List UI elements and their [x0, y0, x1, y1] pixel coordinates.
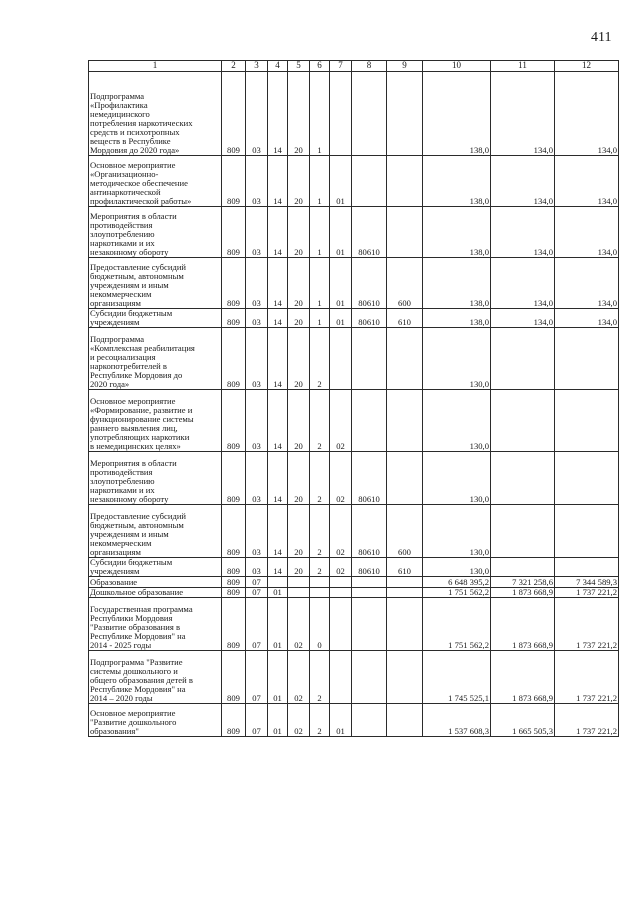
- subsection-cell: 14: [268, 558, 288, 577]
- grbs-cell: 809: [222, 598, 246, 651]
- expense-type-cell: [387, 72, 423, 156]
- name-cell: Образование: [89, 577, 222, 588]
- subprogram-cell: 2: [310, 704, 330, 737]
- grbs-cell: 809: [222, 156, 246, 207]
- amount-2021-cell: [555, 505, 619, 558]
- amount-2021-cell: [555, 558, 619, 577]
- amount-2021-cell: [555, 390, 619, 452]
- table-row: [89, 390, 619, 452]
- grbs-cell: 809: [222, 309, 246, 328]
- direction-cell: [352, 651, 387, 704]
- section-cell: 03: [246, 156, 268, 207]
- table-row: [89, 156, 619, 207]
- table-row: [89, 328, 619, 390]
- name-cell: Подпрограмма «Профилактика немедицинского потребления наркотических средств и психотропных веществ в Республике Мордовия до 2020 года»: [89, 72, 222, 156]
- column-header: 8: [352, 61, 387, 72]
- table-row: [89, 72, 619, 156]
- expense-type-cell: 600: [387, 258, 423, 309]
- table-row: [89, 598, 619, 651]
- subprogram-cell: [310, 588, 330, 598]
- table-row: [89, 452, 619, 505]
- grbs-cell: 809: [222, 704, 246, 737]
- amount-2021-cell: 1 737 221,2: [555, 588, 619, 598]
- section-cell: 07: [246, 577, 268, 588]
- section-cell: 07: [246, 598, 268, 651]
- name-cell: Основное мероприятие «Организационно- методическое обеспечение антинаркотической профилактической работы»: [89, 156, 222, 207]
- direction-cell: 80610: [352, 452, 387, 505]
- subsection-cell: 14: [268, 156, 288, 207]
- activity-cell: 01: [330, 704, 352, 737]
- subsection-cell: 14: [268, 207, 288, 258]
- activity-cell: 02: [330, 558, 352, 577]
- activity-cell: 02: [330, 390, 352, 452]
- program-cell: 20: [288, 72, 310, 156]
- expense-type-cell: 610: [387, 558, 423, 577]
- table-row: [89, 207, 619, 258]
- column-header: 7: [330, 61, 352, 72]
- amount-2020-cell: 1 873 668,9: [491, 598, 555, 651]
- activity-cell: [330, 72, 352, 156]
- amount-2021-cell: 1 737 221,2: [555, 598, 619, 651]
- expense-type-cell: [387, 452, 423, 505]
- amount-2020-cell: 1 665 505,3: [491, 704, 555, 737]
- name-cell: Мероприятия в области противодействия злоупотреблению наркотиками и их незаконному обороту: [89, 452, 222, 505]
- column-header: 10: [423, 61, 491, 72]
- amount-2020-cell: [491, 452, 555, 505]
- grbs-cell: 809: [222, 72, 246, 156]
- direction-cell: 80610: [352, 505, 387, 558]
- amount-2021-cell: [555, 328, 619, 390]
- section-cell: 03: [246, 558, 268, 577]
- section-cell: 03: [246, 452, 268, 505]
- program-cell: 20: [288, 328, 310, 390]
- expense-type-cell: [387, 598, 423, 651]
- name-cell: Предоставление субсидий бюджетным, автономным учреждениям и иным некоммерческим организациям: [89, 505, 222, 558]
- amount-2020-cell: 7 321 258,6: [491, 577, 555, 588]
- program-cell: [288, 588, 310, 598]
- column-header: 11: [491, 61, 555, 72]
- activity-cell: [330, 328, 352, 390]
- program-cell: 20: [288, 505, 310, 558]
- column-header: 9: [387, 61, 423, 72]
- subsection-cell: 14: [268, 390, 288, 452]
- subsection-cell: 14: [268, 505, 288, 558]
- name-cell: Основное мероприятие "Развитие дошкольного образования": [89, 704, 222, 737]
- amount-2020-cell: 134,0: [491, 156, 555, 207]
- table-row: [89, 505, 619, 558]
- direction-cell: [352, 72, 387, 156]
- expense-type-cell: 610: [387, 309, 423, 328]
- expense-type-cell: 600: [387, 505, 423, 558]
- subprogram-cell: 2: [310, 651, 330, 704]
- name-cell: Государственная программа Республики Мордовия "Развитие образования в Республике Мордовия" на 2014 - 2025 годы: [89, 598, 222, 651]
- program-cell: 20: [288, 452, 310, 505]
- amount-2021-cell: 1 737 221,2: [555, 704, 619, 737]
- amount-2019-cell: 130,0: [423, 452, 491, 505]
- program-cell: 20: [288, 207, 310, 258]
- amount-2020-cell: 1 873 668,9: [491, 651, 555, 704]
- direction-cell: [352, 390, 387, 452]
- subprogram-cell: 2: [310, 328, 330, 390]
- amount-2021-cell: 1 737 221,2: [555, 651, 619, 704]
- table-row: [89, 651, 619, 704]
- amount-2019-cell: 130,0: [423, 505, 491, 558]
- subsection-cell: 14: [268, 258, 288, 309]
- column-header: 6: [310, 61, 330, 72]
- subprogram-cell: 1: [310, 258, 330, 309]
- subprogram-cell: 2: [310, 452, 330, 505]
- activity-cell: 01: [330, 156, 352, 207]
- table-row: [89, 704, 619, 737]
- name-cell: Мероприятия в области противодействия злоупотреблению наркотиками и их незаконному обороту: [89, 207, 222, 258]
- subprogram-cell: [310, 577, 330, 588]
- subprogram-cell: 0: [310, 598, 330, 651]
- table-row: [89, 309, 619, 328]
- program-cell: 20: [288, 558, 310, 577]
- expense-type-cell: [387, 390, 423, 452]
- section-cell: 07: [246, 651, 268, 704]
- expense-type-cell: [387, 207, 423, 258]
- subprogram-cell: 2: [310, 505, 330, 558]
- subsection-cell: 01: [268, 598, 288, 651]
- subsection-cell: 14: [268, 328, 288, 390]
- subsection-cell: 01: [268, 704, 288, 737]
- amount-2020-cell: [491, 390, 555, 452]
- amount-2019-cell: 1 751 562,2: [423, 598, 491, 651]
- section-cell: 03: [246, 309, 268, 328]
- subsection-cell: 14: [268, 72, 288, 156]
- column-header: 12: [555, 61, 619, 72]
- direction-cell: 80610: [352, 309, 387, 328]
- amount-2021-cell: [555, 452, 619, 505]
- column-header: 1: [89, 61, 222, 72]
- subsection-cell: [268, 577, 288, 588]
- amount-2019-cell: 138,0: [423, 258, 491, 309]
- section-cell: 07: [246, 588, 268, 598]
- name-cell: Подпрограмма «Комплексная реабилитация и ресоциализация наркопотребителей в Республике Мордовия до 2020 года»: [89, 328, 222, 390]
- grbs-cell: 809: [222, 390, 246, 452]
- subsection-cell: 14: [268, 309, 288, 328]
- grbs-cell: 809: [222, 505, 246, 558]
- amount-2020-cell: 1 873 668,9: [491, 588, 555, 598]
- column-header: 4: [268, 61, 288, 72]
- program-cell: 20: [288, 309, 310, 328]
- subprogram-cell: 1: [310, 72, 330, 156]
- subsection-cell: 14: [268, 452, 288, 505]
- direction-cell: [352, 704, 387, 737]
- direction-cell: [352, 577, 387, 588]
- column-header: 2: [222, 61, 246, 72]
- direction-cell: [352, 328, 387, 390]
- amount-2019-cell: 130,0: [423, 558, 491, 577]
- subprogram-cell: 2: [310, 558, 330, 577]
- amount-2019-cell: 130,0: [423, 390, 491, 452]
- column-header: 3: [246, 61, 268, 72]
- amount-2019-cell: 138,0: [423, 72, 491, 156]
- program-cell: 20: [288, 258, 310, 309]
- subsection-cell: 01: [268, 588, 288, 598]
- amount-2021-cell: 134,0: [555, 156, 619, 207]
- grbs-cell: 809: [222, 258, 246, 309]
- amount-2020-cell: 134,0: [491, 72, 555, 156]
- section-cell: 03: [246, 207, 268, 258]
- subprogram-cell: 2: [310, 390, 330, 452]
- expense-type-cell: [387, 704, 423, 737]
- amount-2019-cell: 1 751 562,2: [423, 588, 491, 598]
- direction-cell: [352, 156, 387, 207]
- amount-2019-cell: 130,0: [423, 328, 491, 390]
- name-cell: Субсидии бюджетным учреждениям: [89, 309, 222, 328]
- direction-cell: [352, 588, 387, 598]
- activity-cell: [330, 651, 352, 704]
- program-cell: [288, 577, 310, 588]
- amount-2021-cell: 134,0: [555, 258, 619, 309]
- direction-cell: 80610: [352, 258, 387, 309]
- table-header-row: [89, 61, 619, 72]
- section-cell: 07: [246, 704, 268, 737]
- table-row: [89, 258, 619, 309]
- subsection-cell: 01: [268, 651, 288, 704]
- program-cell: 02: [288, 651, 310, 704]
- activity-cell: 01: [330, 207, 352, 258]
- expense-type-cell: [387, 588, 423, 598]
- section-cell: 03: [246, 505, 268, 558]
- program-cell: 02: [288, 598, 310, 651]
- budget-table: [88, 60, 619, 737]
- direction-cell: 80610: [352, 207, 387, 258]
- amount-2019-cell: 6 648 395,2: [423, 577, 491, 588]
- amount-2019-cell: 138,0: [423, 207, 491, 258]
- amount-2020-cell: 134,0: [491, 207, 555, 258]
- amount-2021-cell: 134,0: [555, 207, 619, 258]
- amount-2020-cell: 134,0: [491, 309, 555, 328]
- section-cell: 03: [246, 258, 268, 309]
- expense-type-cell: [387, 156, 423, 207]
- expense-type-cell: [387, 328, 423, 390]
- activity-cell: 01: [330, 258, 352, 309]
- section-cell: 03: [246, 328, 268, 390]
- name-cell: Дошкольное образование: [89, 588, 222, 598]
- grbs-cell: 809: [222, 577, 246, 588]
- activity-cell: [330, 598, 352, 651]
- expense-type-cell: [387, 651, 423, 704]
- amount-2021-cell: 134,0: [555, 72, 619, 156]
- amount-2021-cell: 134,0: [555, 309, 619, 328]
- section-cell: 03: [246, 390, 268, 452]
- name-cell: Основное мероприятие «Формирование, развитие и функционирование системы раннего выявления лиц, употребляющих наркотики в немедицинских целях»: [89, 390, 222, 452]
- amount-2019-cell: 138,0: [423, 309, 491, 328]
- amount-2020-cell: [491, 328, 555, 390]
- activity-cell: 02: [330, 505, 352, 558]
- subprogram-cell: 1: [310, 309, 330, 328]
- activity-cell: 02: [330, 452, 352, 505]
- name-cell: Подпрограмма "Развитие системы дошкольного и общего образования детей в Республике Мордовия" на 2014 – 2020 годы: [89, 651, 222, 704]
- activity-cell: 01: [330, 309, 352, 328]
- table-row: [89, 588, 619, 598]
- expense-type-cell: [387, 577, 423, 588]
- program-cell: 20: [288, 390, 310, 452]
- amount-2021-cell: 7 344 589,3: [555, 577, 619, 588]
- amount-2019-cell: 1 745 525,1: [423, 651, 491, 704]
- grbs-cell: 809: [222, 452, 246, 505]
- activity-cell: [330, 588, 352, 598]
- page-number: 411: [591, 30, 612, 45]
- amount-2019-cell: 138,0: [423, 156, 491, 207]
- subprogram-cell: 1: [310, 156, 330, 207]
- activity-cell: [330, 577, 352, 588]
- section-cell: 03: [246, 72, 268, 156]
- grbs-cell: 809: [222, 588, 246, 598]
- column-header: 5: [288, 61, 310, 72]
- table-row: [89, 577, 619, 588]
- program-cell: 02: [288, 704, 310, 737]
- name-cell: Субсидии бюджетным учреждениям: [89, 558, 222, 577]
- grbs-cell: 809: [222, 207, 246, 258]
- amount-2020-cell: [491, 505, 555, 558]
- grbs-cell: 809: [222, 651, 246, 704]
- name-cell: Предоставление субсидий бюджетным, автономным учреждениям и иным некоммерческим организациям: [89, 258, 222, 309]
- amount-2019-cell: 1 537 608,3: [423, 704, 491, 737]
- amount-2020-cell: [491, 558, 555, 577]
- program-cell: 20: [288, 156, 310, 207]
- direction-cell: 80610: [352, 558, 387, 577]
- grbs-cell: 809: [222, 558, 246, 577]
- grbs-cell: 809: [222, 328, 246, 390]
- direction-cell: [352, 598, 387, 651]
- table-row: [89, 558, 619, 577]
- subprogram-cell: 1: [310, 207, 330, 258]
- amount-2020-cell: 134,0: [491, 258, 555, 309]
